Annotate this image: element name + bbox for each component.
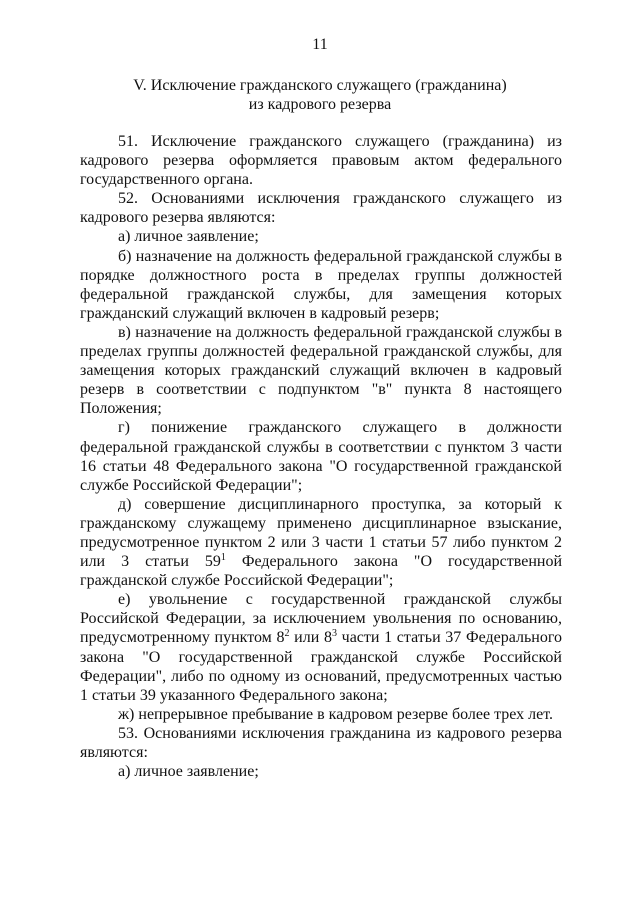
paragraph-52-e-text-mid: или 8: [289, 629, 332, 647]
paragraph-52: 52. Основаниями исключения гражданского служащего из кадрового резерва являются:: [80, 190, 562, 227]
paragraph-52-e-text-end: части 1 статьи 37 Федерального закона "О государственной гражданской службе Российской Федерации", либо по одному из оснований, предусмотренных частью 1 статьи 39 указанного Федерального закона;: [80, 629, 563, 704]
paragraph-52-v: в) назначение на должность федеральной гражданской службы в пределах группы должностей федеральной гражданской службы, для замещения которых гражданский служащий включен в кадровый резерв в соответствии с подпунктом "в" пункта 8 настоящего Положения;: [80, 323, 562, 418]
superscript: 2: [284, 628, 290, 640]
paragraph-53-a: а) личное заявление;: [118, 763, 259, 781]
paragraph-52-zh: ж) непрерывное пребывание в кадровом резерве более трех лет.: [118, 705, 554, 723]
paragraph-52-d: [80, 495, 562, 590]
paragraph-52-d-text: д) совершение дисциплинарного проступка, за который к гражданскому служащему применено дисциплинарное взыскание, предусмотренное пунктом 2 или 3 части 1 статьи 57 либо пунктом 2 или 3 статьи 59: [80, 495, 562, 571]
paragraph-52-e: [80, 590, 562, 705]
page-number: 11: [312, 36, 328, 53]
section-heading-line-1: V. Исключение гражданского служащего (гражданина): [133, 77, 507, 94]
paragraph-51: 51. Исключение гражданского служащего (гражданина) из кадрового резерва оформляется правовым актом федерального государственного органа.: [80, 133, 562, 189]
superscript: 3: [331, 628, 337, 640]
paragraph-52-d-text-end: Федерального закона "О государственной гражданской службе Российской Федерации";: [80, 553, 563, 590]
paragraph-52-a: а) личное заявление;: [118, 228, 259, 246]
paragraph-53: 53. Основаниями исключения гражданина из кадрового резерва являются:: [80, 724, 562, 761]
paragraph-52-g: г) понижение гражданского служащего в должности федеральной гражданской службы в соответствии с пунктом 3 части 16 статьи 48 Федерального закона "О государственной гражданской службе Российской Федерации";: [80, 419, 562, 494]
superscript: 1: [220, 552, 226, 564]
document-body: [80, 132, 562, 781]
section-heading-line-2: из кадрового резерва: [248, 96, 392, 113]
paragraph-52-e-text: е) увольнение с государственной гражданской службы Российской Федерации, за исключением увольнения по основанию, предусмотренному пунктом 8: [80, 591, 562, 647]
paragraph-52-b: б) назначение на должность федеральной гражданской службы в порядке должностного роста в пределах группы должностей федеральной гражданской службы, для замещения которых гражданский служащий включен в кадровый резерв;: [80, 247, 562, 322]
section-heading: [80, 76, 560, 114]
